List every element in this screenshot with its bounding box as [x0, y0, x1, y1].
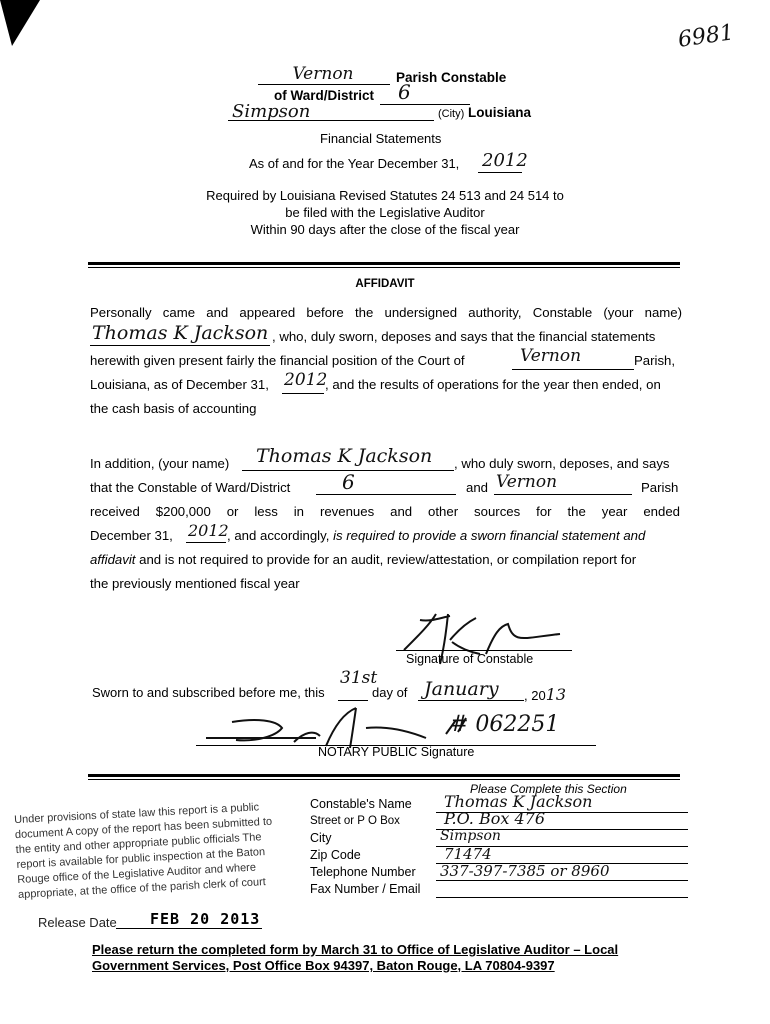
signature-label: Signature of Constable — [406, 652, 534, 666]
p2-parish-label: Parish — [641, 480, 679, 495]
sworn-month: January — [424, 678, 499, 700]
p2-ward: 6 — [342, 470, 355, 494]
zip-label: Zip Code — [310, 848, 361, 862]
fax-email-label: Fax Number / Email — [310, 882, 421, 896]
sworn-day-of: day of — [372, 685, 408, 700]
affidavit-p1-line2: , who, duly sworn, deposes and says that the financial statements — [272, 329, 656, 344]
p1-name: Thomas K Jackson — [92, 322, 269, 344]
affidavit-p2-line3: received $200,000 or less in revenues and other sources for the year ended — [90, 504, 680, 519]
affidavit-p1-line4b: , and the results of operations for the year then ended, on — [325, 377, 661, 392]
constable-name-label: Constable's Name — [310, 797, 412, 811]
year-value: 2012 — [482, 150, 528, 171]
corner-mark — [0, 0, 42, 48]
p1-parish-label: Parish, — [634, 353, 676, 368]
p1-court: Vernon — [520, 346, 582, 366]
affidavit-title: AFFIDAVIT — [355, 278, 415, 290]
p1-year: 2012 — [284, 370, 328, 390]
parish-label: Parish Constable — [396, 70, 507, 85]
sworn-year: , 2013 — [524, 685, 567, 704]
financial-statements-heading: Financial Statements — [320, 131, 442, 146]
section-label: Please Complete this Section — [470, 782, 627, 796]
constable-name-value: Thomas K Jackson — [444, 792, 593, 811]
affidavit-p2-line4b: , and accordingly, is required to provide a sworn financial statement and — [227, 528, 646, 543]
city-value: Simpson — [232, 101, 311, 122]
street-value: P.O. Box 476 — [444, 809, 545, 828]
p2-name: Thomas K Jackson — [256, 445, 433, 467]
affidavit-p1-line5: the cash basis of accounting — [90, 401, 257, 416]
telephone-label: Telephone Number — [310, 865, 416, 879]
sworn-day: 31st — [340, 668, 378, 688]
parish-name-value: Vernon — [292, 64, 354, 84]
affidavit-p1-line1: Personally came and appeared before the undersigned authority, Constable (your name) — [90, 305, 682, 320]
p2-year: 2012 — [188, 521, 229, 540]
affidavit-p2-line5: affidavit and is not required to provide for an audit, review/attestation, or compilation report for — [90, 552, 637, 567]
notary-label: NOTARY PUBLIC Signature — [318, 745, 475, 759]
zip-value: 71474 — [444, 845, 492, 863]
release-date-stamp: FEB 20 2013 — [150, 910, 261, 928]
affidavit-p2-line2a: that the Constable of Ward/District — [90, 480, 291, 495]
city-value-field: Simpson — [440, 828, 501, 844]
release-date-label: Release Date — [38, 915, 117, 930]
affidavit-p2-line1b: , who duly sworn, deposes, and says — [454, 456, 670, 471]
year-statement: As of and for the Year December 31, — [249, 156, 460, 171]
notary-number: # 062251 — [450, 712, 560, 737]
affidavit-p1-line3: herewith given present fairly the financial position of the Court of — [90, 353, 465, 368]
affidavit-p2-line1a: In addition, (your name) — [90, 456, 230, 471]
affidavit-p2-line4a: December 31, — [90, 528, 173, 543]
ward-value: 6 — [398, 80, 411, 104]
p2-parish: Vernon — [496, 472, 558, 492]
public-notice: Under provisions of state law this report is a public document A copy of the report has been submitted to the entity and other appropriate public officials The report is available for public inspection at the Baton Rouge office of the Legislative Auditor and where appropriate, at the office of the parish clerk of court — [13, 801, 273, 902]
page-number: 6981 — [676, 20, 736, 53]
ward-label: of Ward/District — [274, 88, 375, 103]
city-label-field: City — [310, 831, 332, 845]
sworn-text: Sworn to and subscribed before me, this — [92, 685, 325, 700]
city-label: (City) Louisiana — [438, 105, 532, 120]
required-text: Required by Louisiana Revised Statutes 24 513 and 24 514 to be filed with the Legislative Auditor Within 90 days after the close of the fiscal year — [206, 188, 564, 237]
footer-instructions: Please return the completed form by March 31 to Office of Legislative Auditor – Local Government Services, Post Office Box 94397, Baton Rouge, LA 70804-9397 — [92, 942, 619, 973]
street-label: Street or P O Box — [310, 815, 400, 827]
affidavit-p2-line6: the previously mentioned fiscal year — [90, 576, 300, 591]
telephone-value: 337-397-7385 or 8960 — [440, 862, 610, 880]
contact-labels — [310, 796, 420, 898]
p2-and: and — [466, 480, 489, 495]
affidavit-p1-line4: Louisiana, as of December 31, — [90, 377, 269, 392]
